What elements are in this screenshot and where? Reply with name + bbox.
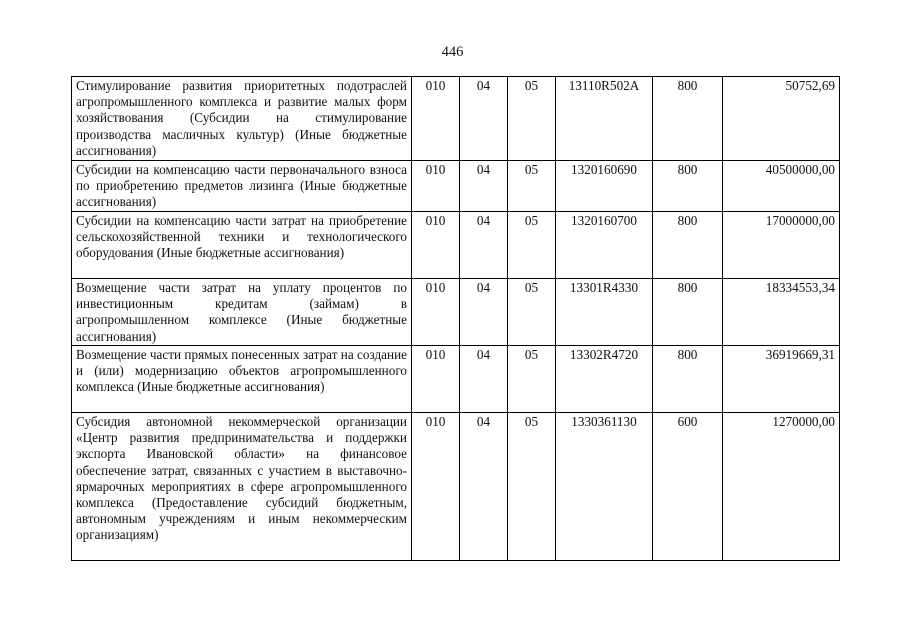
subsection-code: 05: [508, 212, 556, 279]
row-description: Субсидия автономной некоммерческой организации «Центр развития предпринимательства и поддержки экспорта Ивановской области» на финансовое обеспечение затрат, связанных с участием в выставочно-ярмарочных мероприятиях в сфере агропромышленного комплекса (Предоставление субсидий бюджетным, автономным учреждениям и иным некоммерческим организациям): [72, 413, 412, 561]
subsection-code: 05: [508, 413, 556, 561]
section-code: 04: [460, 77, 508, 161]
amount-value: 36919669,31: [723, 346, 840, 413]
expense-type-code: 800: [653, 212, 723, 279]
amount-value: 1270000,00: [723, 413, 840, 561]
expense-type-code: 800: [653, 279, 723, 346]
page-number: 446: [441, 44, 464, 60]
subsection-code: 05: [508, 161, 556, 212]
subsection-code: 05: [508, 346, 556, 413]
section-code: 04: [460, 212, 508, 279]
row-description: Возмещение части прямых понесенных затрат на создание и (или) модернизацию объектов агропромышленного комплекса (Иные бюджетные ассигнования): [72, 346, 412, 413]
row-description: Стимулирование развития приоритетных подотраслей агропромышленного комплекса и развитие малых форм хозяйствования (Субсидии на стимулирование производства масличных культур) (Иные бюджетные ассигнования): [72, 77, 412, 161]
table-row: [72, 279, 840, 346]
expense-type-code: 600: [653, 413, 723, 561]
amount-value: 50752,69: [723, 77, 840, 161]
target-article-code: 1330361130: [556, 413, 653, 561]
target-article-code: 13110R502A: [556, 77, 653, 161]
ministry-code: 010: [412, 279, 460, 346]
ministry-code: 010: [412, 413, 460, 561]
row-description: Субсидии на компенсацию части затрат на приобретение сельскохозяйственной техники и технологического оборудования (Иные бюджетные ассигнования): [72, 212, 412, 279]
section-code: 04: [460, 346, 508, 413]
table-row: [72, 346, 840, 413]
ministry-code: 010: [412, 161, 460, 212]
section-code: 04: [460, 161, 508, 212]
target-article-code: 13301R4330: [556, 279, 653, 346]
ministry-code: 010: [412, 346, 460, 413]
expense-type-code: 800: [653, 161, 723, 212]
table-row: [72, 161, 840, 212]
table-row: [72, 212, 840, 279]
section-code: 04: [460, 413, 508, 561]
section-code: 04: [460, 279, 508, 346]
expense-type-code: 800: [653, 346, 723, 413]
target-article-code: 13302R4720: [556, 346, 653, 413]
ministry-code: 010: [412, 212, 460, 279]
subsection-code: 05: [508, 279, 556, 346]
table-row: [72, 413, 840, 561]
ministry-code: 010: [412, 77, 460, 161]
subsection-code: 05: [508, 77, 556, 161]
target-article-code: 1320160690: [556, 161, 653, 212]
target-article-code: 1320160700: [556, 212, 653, 279]
amount-value: 17000000,00: [723, 212, 840, 279]
row-description: Возмещение части затрат на уплату процентов по инвестиционным кредитам (займам) в агропромышленном комплексе (Иные бюджетные ассигнования): [72, 279, 412, 346]
amount-value: 40500000,00: [723, 161, 840, 212]
table-row: [72, 77, 840, 161]
expense-type-code: 800: [653, 77, 723, 161]
amount-value: 18334553,34: [723, 279, 840, 346]
budget-table: [71, 76, 840, 561]
row-description: Субсидии на компенсацию части первоначального взноса по приобретению предметов лизинга (Иные бюджетные ассигнования): [72, 161, 412, 212]
